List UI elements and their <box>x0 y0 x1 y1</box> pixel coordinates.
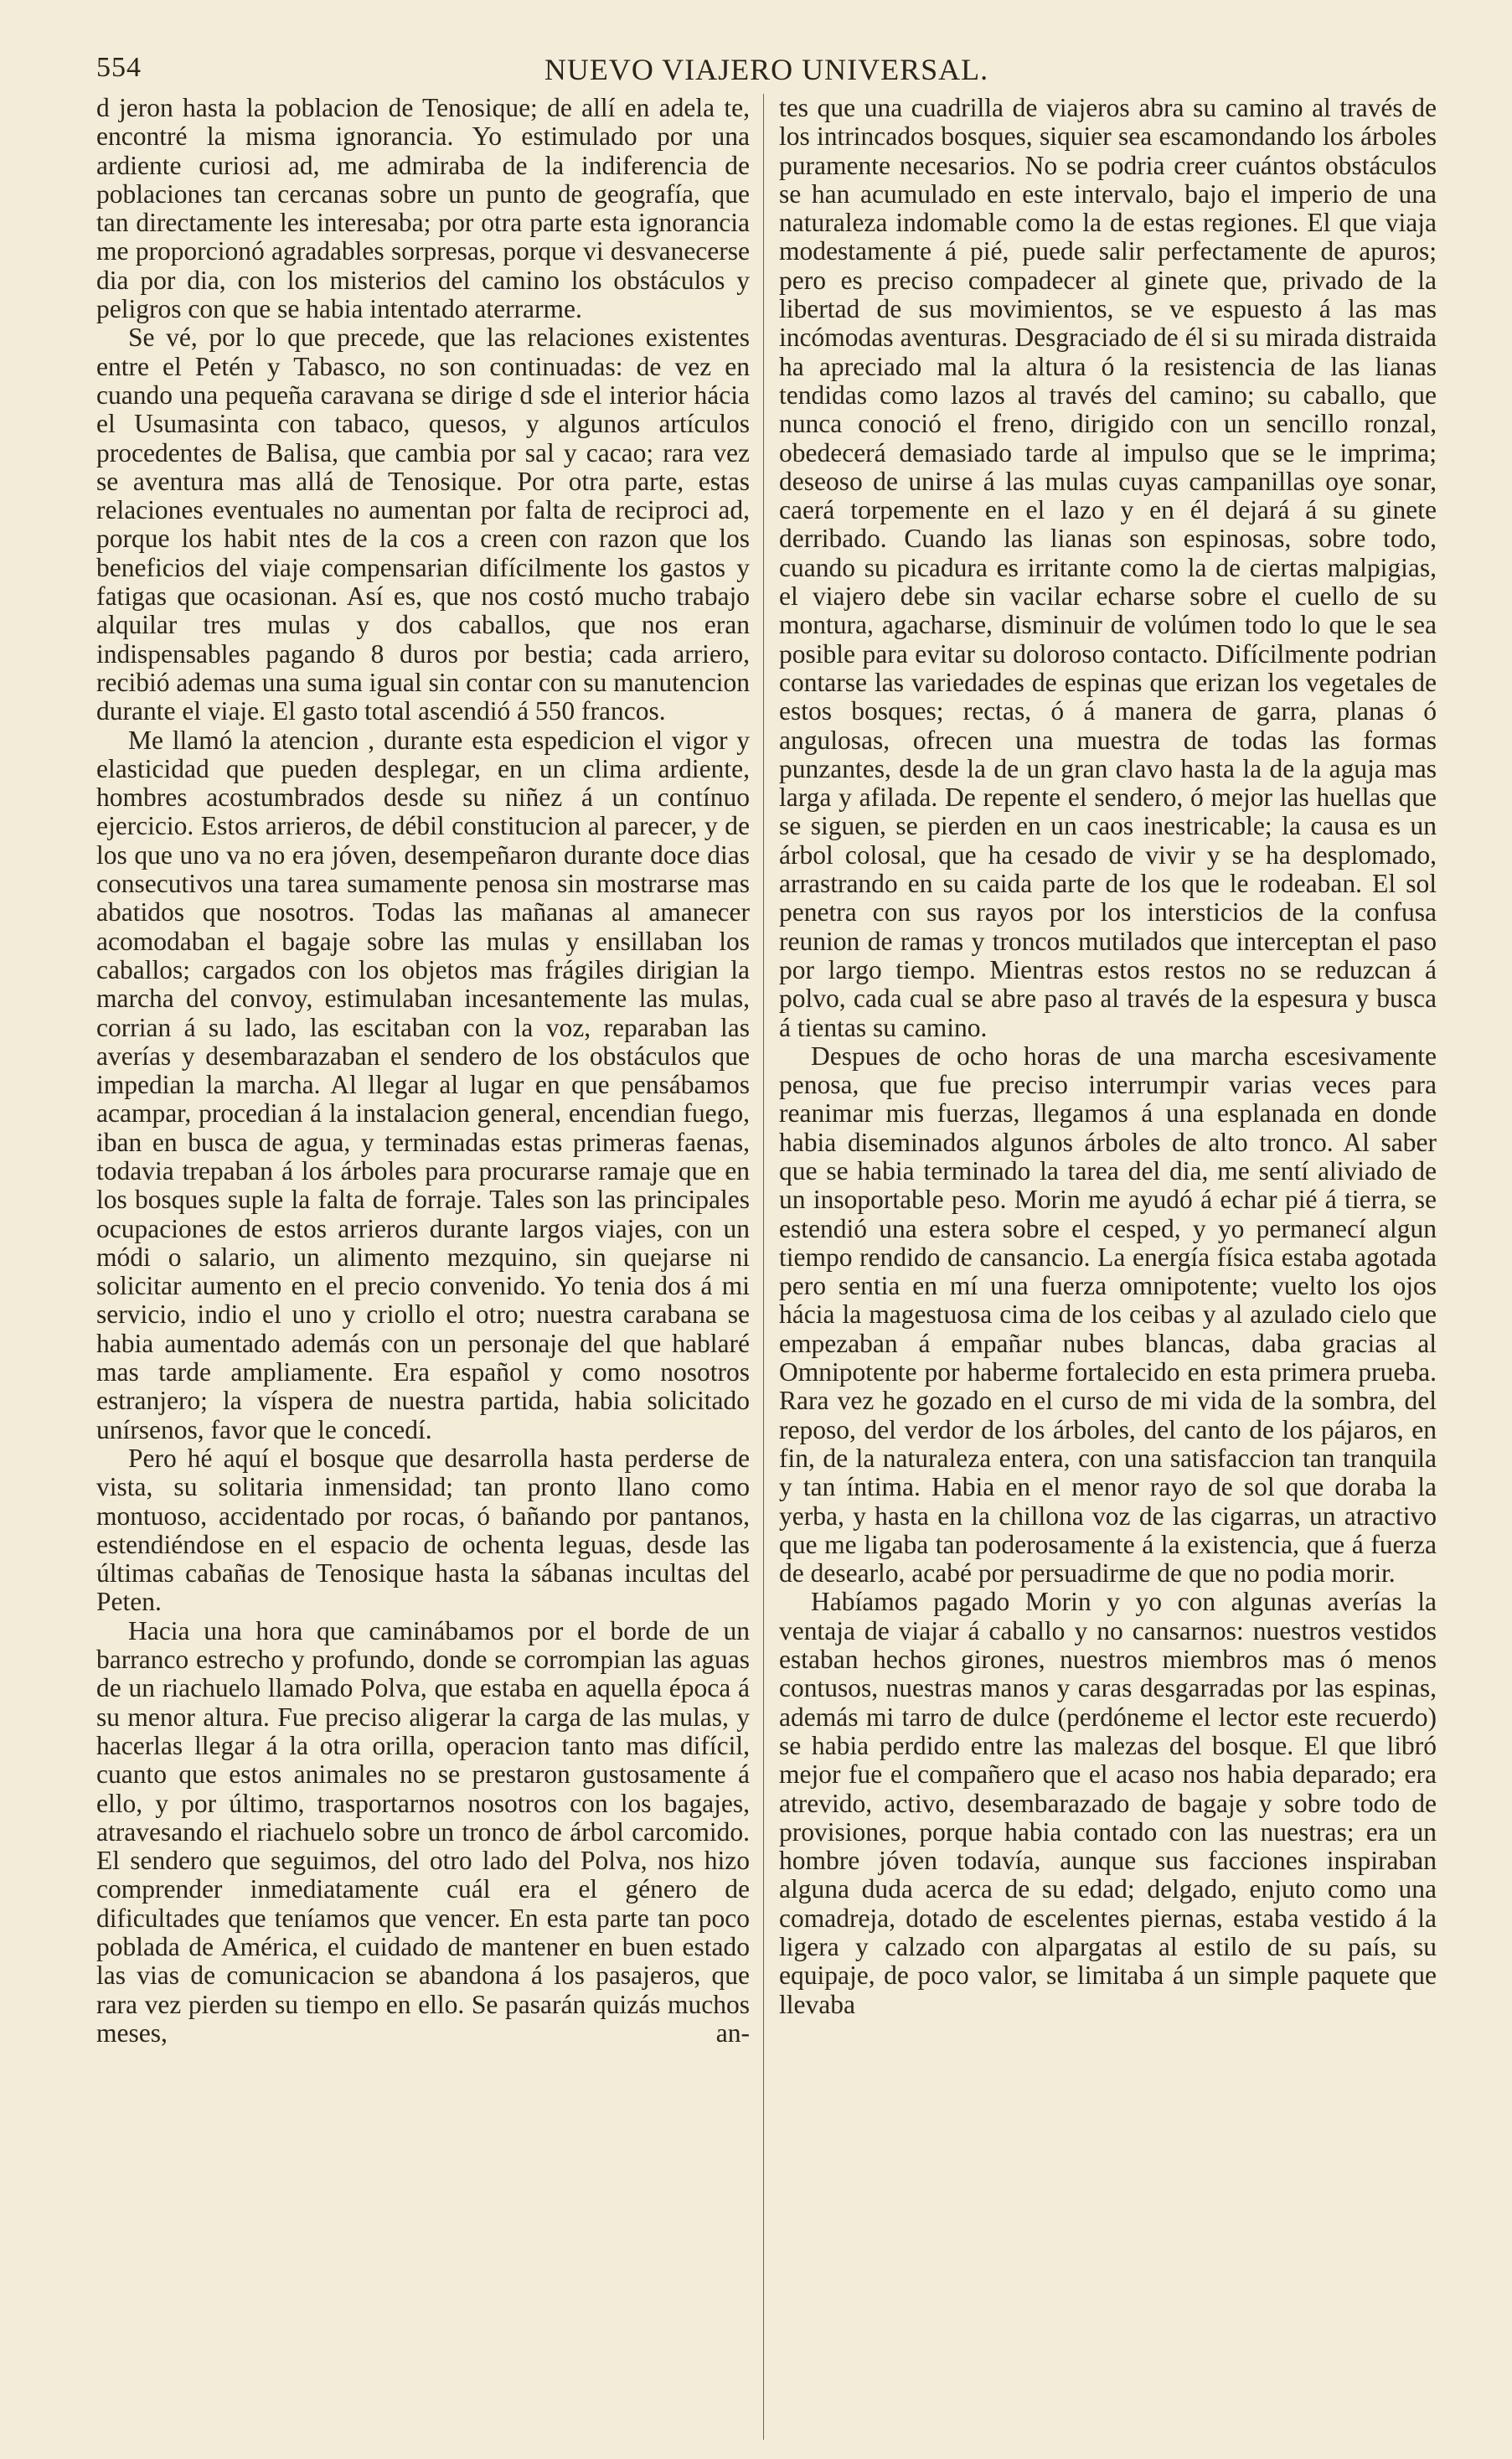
paragraph: Despues de ocho horas de una marcha escesivamente penosa, que fue preciso interrumpir varias veces para reanimar mis fuerzas, llegamos á una esplanada en donde habia diseminados algunos árboles de alto tronco. Al saber que se habia terminado la tarea del dia, me sentí aliviado de un insoportable peso. Morin me ayudó á echar pié á tierra, se estendió una estera sobre el cesped, y yo permanecí algun tiempo rendido de cansancio. La energía física estaba agotada pero sentia en mí una fuerza omnipotente; vuelto los ojos hácia la magestuosa cima de los ceibas y al azulado cielo que empezaban á empañar nubes blancas, daba gracias al Omnipotente por haberme fortalecido en esta primera prueba. Rara vez he gozado en el curso de mi vida de la sombra, del reposo, del verdor de los árboles, del canto de los pájaros, en fin, de la naturaleza entera, con una satisfaccion tan tranquila y tan íntima. Habia en el menor rayo de sol que doraba la yerba, y hasta en la chillona voz de las cigarras, un atractivo que me ligaba tan poderosamente á la existencia, que á fuerza de desearlo, acabé por persuadirme de que no podia morir. <box>779 1041 1437 1589</box>
paragraph: Pero hé aquí el bosque que desarrolla hasta perderse de vista, su solitaria inmensidad; tan pronto llano como montuoso, accidentado por rocas, ó bañando por pantanos, estendiéndose en el espacio de ochenta leguas, desde las últimas cabañas de Tenosique hasta la sábanas incultas del Peten. <box>96 1443 750 1617</box>
column-divider <box>763 94 764 2440</box>
paragraph: Me llamó la atencion , durante esta espedicion el vigor y elasticidad que pueden desplegar, en un clima ardiente, hombres acostumbrados desde su niñez á un contínuo ejercicio. Estos arrieros, de débil constitucion al parecer, y de los que uno va no era jóven, desempeñaron durante doce dias consecutivos una tarea sumamente penosa sin mostrarse mas abatidos que nosotros. Todas las mañanas al amanecer acomodaban el bagaje sobre las mulas y ensillaban los caballos; cargados con los objetos mas frágiles dirigian la marcha del convoy, estimulaban incesantemente las mulas, corrian á su lado, las escitaban con la voz, reparaban las averías y desembarazaban el sendero de los obstáculos que impedian la marcha. Al llegar al lugar en que pensábamos acampar, procedian á la instalacion general, encendian fuego, iban en busca de agua, y terminadas estas primeras faenas, todavia trepaban á los árboles para procurarse ramaje que en los bosques suple la falta de forraje. Tales son las principales ocupaciones de estos arrieros durante largos viajes, con un módi o salario, un alimento mezquino, sin quejarse ni solicitar aumento en el precio convenido. Yo tenia dos á mi servicio, indio el uno y criollo el otro; nuestra carabana se habia aumentado además con un personaje del que hablaré mas tarde ampliamente. Era español y como nosotros estranjero; la víspera de nuestra partida, habia solicitado unírsenos, favor que le concedí. <box>96 725 750 1444</box>
running-title: NUEVO VIAJERO UNIVERSAL. <box>544 53 989 86</box>
right-column <box>779 94 1437 2019</box>
paragraph: Se vé, por lo que precede, que las relaciones existentes entre el Petén y Tabasco, no son continuadas: de vez en cuando una pequeña caravana se dirige d sde el interior hácia el Usumasinta con tabaco, quesos, y algunos artículos procedentes de Balisa, que cambia por sal y cacao; rara vez se aventura mas allá de Tenosique. Por otra parte, estas relaciones eventuales no aumentan por falta de reciproci ad, porque los habit ntes de la cos a creen con razon que los beneficios del viaje compensarian difícilmente los gastos y fatigas que ocasionan. Así es, que nos costó mucho trabajo alquilar tres mulas y dos caballos, que nos eran indispensables pagando 8 duros por bestia; cada arriero, recibió ademas una suma igual sin contar con su manutencion durante el viaje. El gasto total ascendió á 550 francos. <box>96 323 750 726</box>
page-header <box>96 52 1437 94</box>
page-number: 554 <box>96 52 142 83</box>
paragraph: d jeron hasta la poblacion de Tenosique; de allí en adela te, encontré la misma ignorancia. Yo estimulado por una ardiente curiosi ad, me admiraba de la indiferencia de poblaciones tan cercanas sobre un punto de geografía, que tan directamente les interesaba; por otra parte esta ignorancia me proporcionó agradables sorpresas, porque vi desvanecerse dia por dia, con los misterios del camino los obstáculos y peligros con que se habia intentado aterrarme. <box>96 93 750 324</box>
paragraph: tes que una cuadrilla de viajeros abra su camino al través de los intrincados bosques, siquier sea escamondando los árboles puramente necesarios. No se podria creer cuántos obstáculos se han acumulado en este intervalo, bajo el imperio de una naturaleza indomable como la de estas regiones. El que viaja modestamente á pié, puede salir perfectamente de apuros; pero es preciso compadecer al ginete que, privado de la libertad de sus movimientos, se ve espuesto á las mas incómodas aventuras. Desgraciado de él si su mirada distraida ha apreciado mal la altura ó la resistencia de las lianas tendidas como lazos al través del camino; su caballo, que nunca conoció el freno, dirigido con un sencillo ronzal, obedecerá demasiado tarde al impulso que se le imprima; deseoso de unirse á las mulas cuyas campanillas oye sonar, caerá torpemente en el lazo y en él dejará á su ginete derribado. Cuando las lianas son espinosas, sobre todo, cuando su picadura es irritante como la de ciertas malpigias, el viajero debe sin vacilar echarse sobre el cuello de su montura, agacharse, disminuir de volúmen todo lo que le sea posible para evitar su doloroso contacto. Difícilmente podrian contarse las variedades de espinas que erizan los vegetales de estos bosques; rectas, ó á manera de garra, planas ó angulosas, ofrecen una muestra de todas las formas punzantes, desde la de un gran clavo hasta la de la aguja mas larga y afilada. De repente el sendero, ó mejor las huellas que se siguen, se pierden en un caos inestricable; la causa es un árbol colosal, que ha cesado de vivir y se ha desplomado, arrastrando en su caida parte de los que le rodeaban. El sol penetra con sus rayos por los intersticios de la confusa reunion de ramas y troncos mutilados que interceptan el paso por largo tiempo. Mientras estos restos no se reduzcan á polvo, cada cual se abre paso al través de la espesura y busca á tientas su camino. <box>779 93 1437 1042</box>
paragraph: Hacia una hora que caminábamos por el borde de un barranco estrecho y profundo, donde se corrompian las aguas de un riachuelo llamado Polva, que estaba en aquella época á su menor altura. Fue preciso aligerar la carga de las mulas, y hacerlas llegar á la otra orilla, operacion tanto mas difícil, cuanto que estos animales no se prestaron gustosamente á ello, y por último, trasportarnos nosotros con los bagajes, atravesando el riachuelo sobre un tronco de árbol carcomido. El sendero que seguimos, del otro lado del Polva, nos hizo comprender inmediatamente cuál era el género de dificultades que teníamos que vencer. En esta parte tan poco poblada de América, el cuidado de mantener en buen estado las vias de comunicacion se abandona á los pasajeros, que rara vez pierden su tiempo en ello. Se pasarán quizás muchos meses, an- <box>96 1615 750 2048</box>
left-column <box>96 94 750 2048</box>
paragraph: Habíamos pagado Morin y yo con algunas averías la ventaja de viajar á caballo y no cansarnos: nuestros vestidos estaban hechos girones, nuestros miembros mas ó menos contusos, nuestras manos y caras desgarradas por las espinas, además mi tarro de dulce (perdóneme el lector este recuerdo) se habia perdido entre las malezas del bosque. El que libró mejor fue el compañero que el acaso nos habia deparado; era atrevido, activo, desembarazado de bagaje y sobre todo de provisiones, porque habia contado con las nuestras; era un hombre jóven todavía, aunque sus facciones inspiraban alguna duda acerca de su edad; delgado, enjuto como una comadreja, dotado de escelentes piernas, estaba vestido á la ligera y calzado con alpargatas al estilo de su país, su equipaje, de poco valor, se limitaba á un simple paquete que llevaba <box>779 1587 1437 2019</box>
